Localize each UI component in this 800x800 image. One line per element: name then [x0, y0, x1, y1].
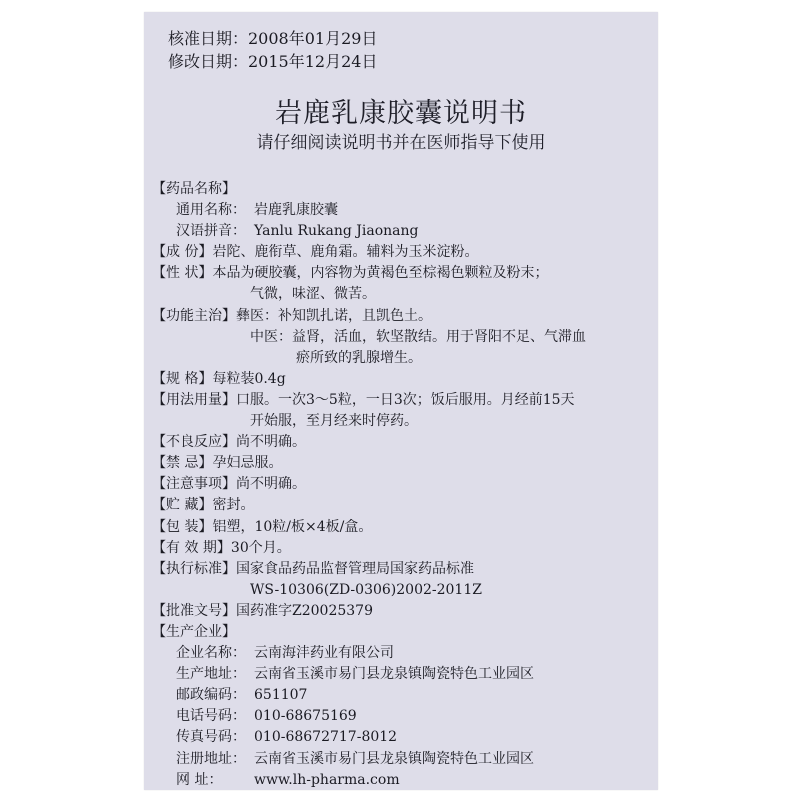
adverse-row [152, 432, 652, 453]
precautions-value: 尚不明确。 [236, 476, 306, 493]
manufacturer-row [152, 643, 652, 664]
properties-row-2: 气微，味涩、微苦。 [250, 286, 376, 303]
dosage-row [152, 390, 652, 411]
validity-value: 30个月。 [230, 539, 291, 556]
properties-label: 【性 状】 [152, 265, 213, 282]
mf-value-4: 010-68672717-8012 [254, 729, 398, 746]
spec-label: 【规 格】 [152, 370, 213, 387]
instruction-content [152, 179, 652, 791]
manufacturer-row [152, 727, 652, 748]
precautions-label: 【注意事项】 [152, 476, 236, 493]
drug-name-header: 【药品名称】 [152, 181, 236, 197]
mf-label-2: 邮政编码： [176, 687, 246, 704]
date-block [168, 27, 377, 73]
generic-name-label: 通用名称： [176, 202, 246, 219]
spec-row [152, 369, 652, 390]
manufacturer-header: 【生产企业】 [152, 623, 236, 640]
mf-value-3: 010-68675169 [254, 708, 357, 725]
mf-value-1: 云南省玉溪市易门县龙泉镇陶瓷特色工业园区 [254, 666, 534, 683]
manufacturer-row [152, 664, 652, 685]
document-subtitle: 请仔细阅读说明书并在医师指导下使用 [256, 133, 546, 153]
manufacturer-row [152, 685, 652, 706]
dosage-label: 【用法用量】 [152, 391, 236, 408]
properties-line1: 本品为硬胶囊，内容物为黄褐色至棕褐色颗粒及粉末； [212, 265, 549, 282]
dosage-line1: 口服。一次3～5粒，一日3次；饭后服用。月经前15天 [236, 391, 575, 408]
precautions-row [152, 474, 652, 495]
validity-label: 【有 效 期】 [152, 539, 231, 556]
standard-line1: 国家食品药品监督管理局国家药品标准 [236, 560, 474, 577]
approval-no-row [152, 601, 652, 622]
storage-value: 密封。 [212, 497, 255, 514]
mf-label-6: 网 址： [176, 771, 223, 788]
mf-label-5: 注册地址： [176, 750, 246, 767]
contraindication-value: 孕妇忌服。 [212, 455, 283, 472]
indications-zhong-2: 瘀所致的乳腺增生。 [296, 349, 422, 366]
adverse-value: 尚不明确。 [236, 434, 306, 451]
approval-no-value: 国药准字Z20025379 [236, 602, 373, 619]
approval-date: 核准日期：2008年01月29日 [168, 29, 378, 48]
mf-label-3: 电话号码： [176, 708, 246, 725]
dosage-row-2: 开始服，至月经来时停药。 [250, 413, 418, 430]
mf-value-0: 云南海沣药业有限公司 [254, 645, 394, 662]
spec-value: 每粒装0.4g [212, 370, 286, 387]
pinyin-label: 汉语拼音： [176, 223, 246, 240]
generic-name-row [152, 200, 652, 221]
standard-row-2: WS-10306(ZD-0306)2002-2011Z [250, 581, 482, 598]
manufacturer-row [152, 706, 652, 727]
storage-label: 【贮 藏】 [152, 497, 213, 514]
composition-row [152, 242, 652, 263]
package-label: 【包 装】 [152, 518, 213, 535]
document-title: 岩鹿乳康胶囊说明书 [275, 98, 527, 129]
contraindication-label: 【禁 忌】 [152, 455, 213, 472]
package-row [152, 517, 652, 538]
package-value: 铝塑，10粒/板×4板/盒。 [212, 518, 373, 535]
mf-value-2: 651107 [254, 687, 308, 704]
pinyin-value: Yanlu Rukang Jiaonang [254, 223, 419, 240]
pinyin-row [152, 221, 652, 242]
indications-yi: 彝医：补知凯扎诺，且凯色土。 [236, 307, 432, 324]
indications-zhong-1: 中医：益肾，活血，软坚散结。用于肾阳不足、气滞血 [250, 328, 586, 345]
composition-value: 岩陀、鹿衔草、鹿角霜。辅料为玉米淀粉。 [212, 244, 479, 261]
composition-label: 【成 份】 [152, 244, 213, 261]
manufacturer-row [152, 749, 652, 770]
storage-row [152, 495, 652, 516]
validity-row [152, 538, 652, 559]
contraindication-row [152, 453, 652, 474]
mf-label-4: 传真号码： [176, 729, 246, 746]
indications-row [152, 306, 652, 327]
mf-label-0: 企业名称： [176, 645, 246, 662]
manufacturer-row [152, 770, 652, 791]
indications-label: 【功能主治】 [152, 307, 236, 324]
properties-row [152, 263, 652, 284]
generic-name-value: 岩鹿乳康胶囊 [254, 202, 338, 219]
mf-label-1: 生产地址： [176, 666, 246, 683]
standard-row [152, 559, 652, 580]
adverse-label: 【不良反应】 [152, 434, 236, 451]
approval-no-label: 【批准文号】 [152, 602, 236, 619]
mf-value-6: www.lh-pharma.com [254, 771, 400, 788]
revision-date: 修改日期：2015年12月24日 [168, 52, 378, 71]
standard-label: 【执行标准】 [152, 560, 236, 577]
mf-value-5: 云南省玉溪市易门县龙泉镇陶瓷特色工业园区 [254, 750, 534, 767]
